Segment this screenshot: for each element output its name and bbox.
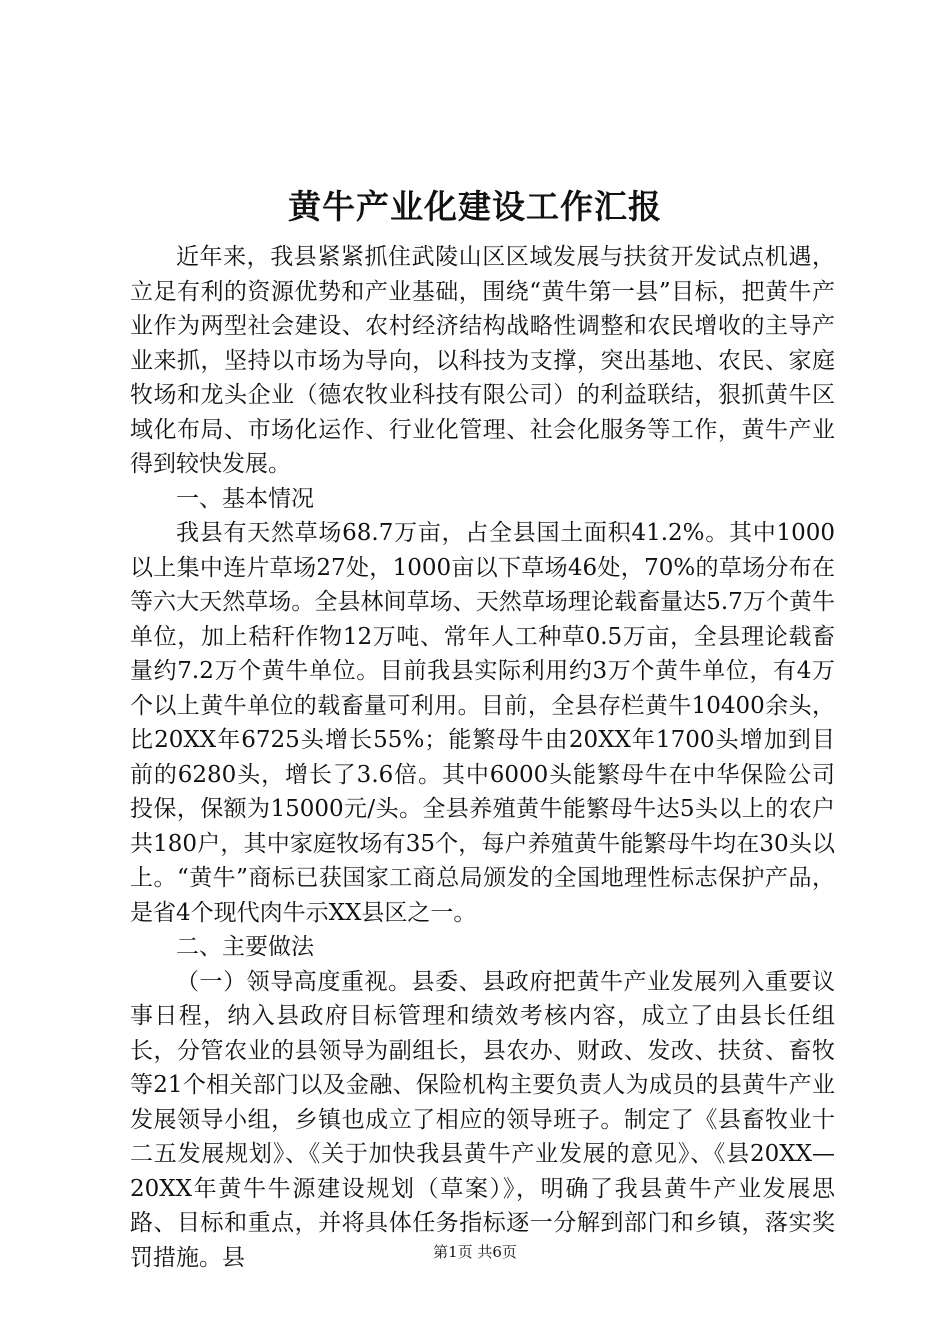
page-footer: 第1页 共6页 — [433, 1243, 517, 1261]
basic-situation-paragraph: 我县有天然草场68.7万亩，占全县国土面积41.2%。其中1000以上集中连片草场27处，1000亩以下草场46处，70%的草场分布在等六大天然草场。全县林间草场、天然草场理论载畜量达5.7万个黄牛单位，加上秸秆作物12万吨、常年人工种草0.5万亩，全县理论载畜量约7.2万个黄牛单位。目前我县实际利用约3万个黄牛单位，有4万个以上黄牛单位的载畜量可利用。目前，全县存栏黄牛10400余头，比20XX年6725头增长55%；能繁母牛由20XX年1700头增加到目前的6280头，增长了3.6倍。其中6000头能繁母牛在中华保险公司投保，保额为15000元/头。全县养殖黄牛能繁母牛达5头以上的农户共180户，其中家庭牧场有35个，每户养殖黄牛能繁母牛均在30头以上。“黄牛”商标已获国家工商总局颁发的全国地理性标志保护产品，是省4个现代肉牛示XX县区之一。 — [130, 520, 835, 926]
leadership-paragraph: （一）领导高度重视。县委、县政府把黄牛产业发展列入重要议事日程，纳入县政府目标管理和绩效考核内容，成立了由县长任组长，分管农业的县领导为副组长，县农办、财政、发改、扶贫、畜牧等21个相关部门以及金融、保险机构主要负责人为成员的县黄牛产业发展领导小组，乡镇也成立了相应的领导班子。制定了《县畜牧业十二五发展规划》、《关于加快我县黄牛产业发展的意见》、《县20XX—20XX年黄牛牛源建设规划（草案）》，明确了我县黄牛产业发展思路、目标和重点，并将具体任务指标逐一分解到部门和乡镇，落实奖罚措施。县 — [130, 968, 835, 1271]
section-heading-main-practices: 二、主要做法 — [176, 934, 314, 960]
document-title: 黄牛产业化建设工作汇报 — [288, 187, 662, 226]
document-body — [130, 240, 835, 1275]
intro-paragraph: 近年来，我县紧紧抓住武陵山区区域发展与扶贫开发试点机遇，立足有利的资源优势和产业基础，围绕“黄牛第一县”目标，把黄牛产业作为两型社会建设、农村经济结构战略性调整和农民增收的主导产业来抓，坚持以市场为导向，以科技为支撑，突出基地、农民、家庭牧场和龙头企业（德农牧业科技有限公司）的利益联结，狠抓黄牛区域化布局、市场化运作、行业化管理、社会化服务等工作，黄牛产业得到较快发展。 — [130, 244, 835, 477]
section-heading-basic-situation: 一、基本情况 — [176, 485, 314, 512]
